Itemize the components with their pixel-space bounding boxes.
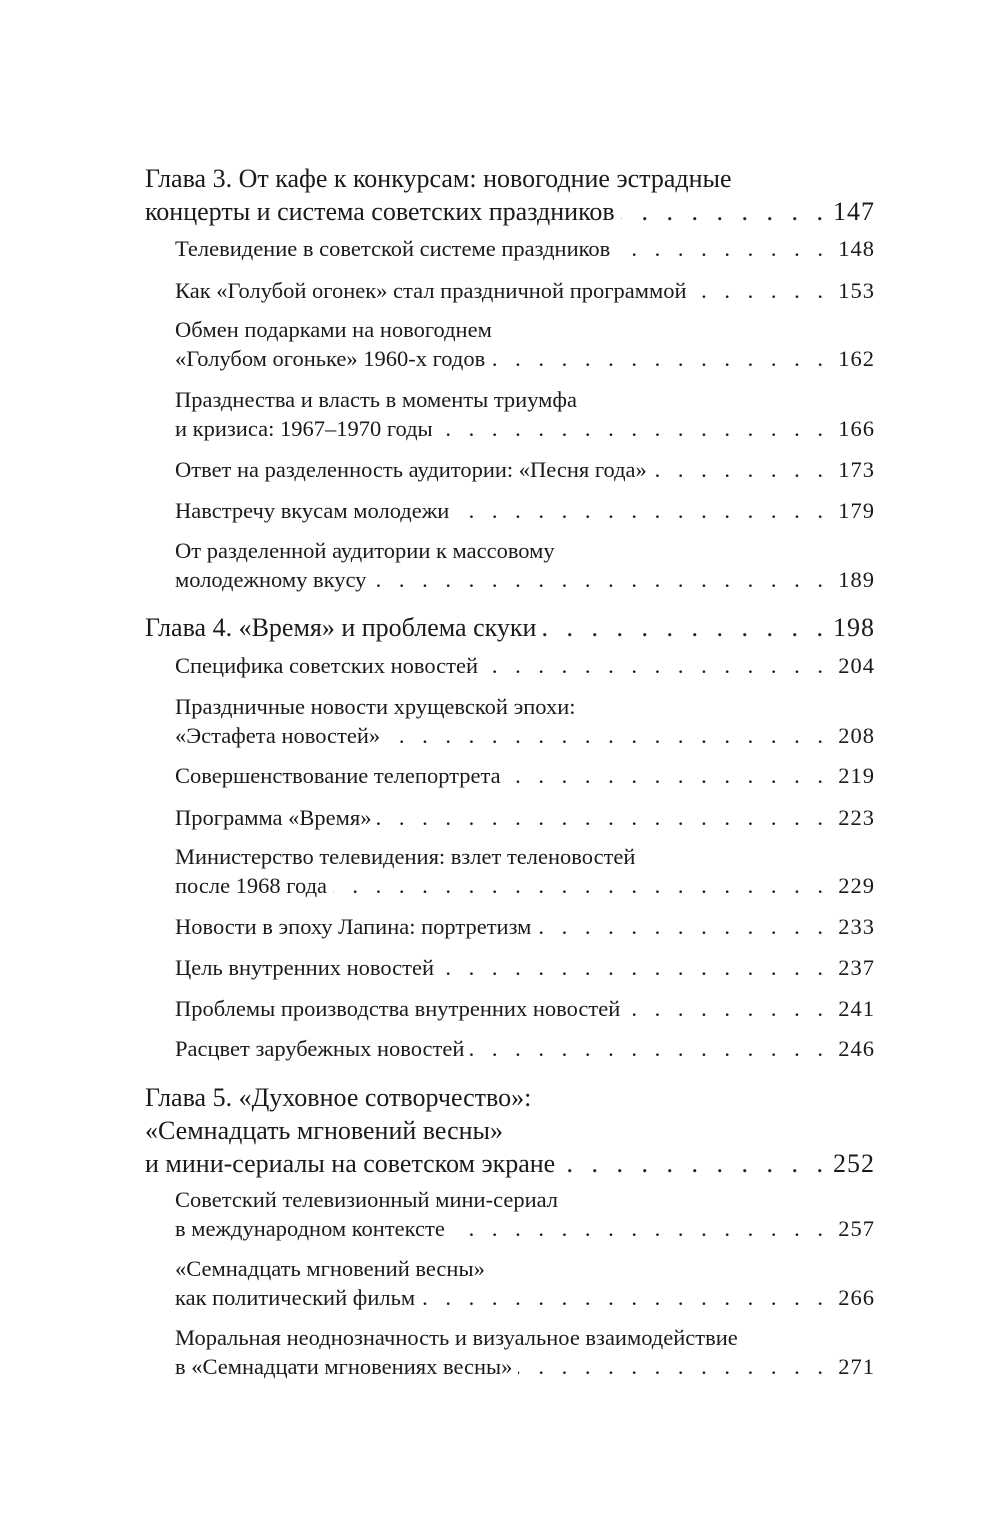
toc-entry-title: и мини-сериалы на советском экране (145, 1149, 556, 1178)
toc-section-entry (0, 1254, 1000, 1312)
toc-page-number: 153 (838, 278, 875, 303)
toc-entry-line (0, 344, 875, 373)
toc-entry-line (0, 1081, 875, 1114)
toc-entry-line (0, 385, 875, 414)
toc-entry-title: «Семнадцать мгновений весны» (175, 1256, 485, 1281)
dot-leader (542, 611, 823, 644)
dot-leader (421, 1283, 823, 1312)
toc-entry-title: Расцвет зарубежных новостей (175, 1036, 465, 1061)
toc-entry-title: Глава 4. «Время» и проблема скуки (145, 613, 537, 642)
toc-page-number: 237 (838, 955, 875, 980)
toc-entry-title: как политический фильм (175, 1285, 416, 1310)
toc-page-number: 208 (838, 723, 875, 748)
toc-chapter-entry (0, 1081, 1000, 1180)
dot-leader (484, 651, 823, 680)
toc-page-number: 223 (838, 805, 875, 830)
toc-page-number: 233 (838, 914, 875, 939)
toc-chapter-entry (0, 611, 1000, 644)
dot-leader (621, 195, 823, 228)
toc-entry-title: Совершенствование телепортрета (175, 763, 501, 788)
toc-entry-line (0, 536, 875, 565)
toc-section-entry (0, 315, 1000, 373)
dot-leader (518, 1352, 823, 1381)
toc-entry-title: Цель внутренних новостей (175, 955, 435, 980)
dot-leader (440, 953, 823, 982)
toc-entry-line (0, 1147, 875, 1180)
dot-leader (455, 496, 823, 525)
toc-entry-title: Празднества и власть в моменты триумфа (175, 387, 577, 412)
toc-entry-line (0, 162, 875, 195)
toc-entry-line (0, 1323, 875, 1352)
toc-page-number: 147 (833, 197, 875, 226)
toc-section-entry (0, 803, 1000, 832)
toc-entry-line (0, 1352, 875, 1381)
toc-section-entry (0, 1034, 1000, 1063)
toc-entry-line (0, 994, 875, 1023)
toc-page-number: 229 (838, 873, 875, 898)
toc-entry-line (0, 611, 875, 644)
toc-entry-line (0, 761, 875, 790)
toc-chapter-entry (0, 162, 1000, 228)
toc-entry-title: Праздничные новости хрущевской эпохи: (175, 694, 576, 719)
toc-page-number: 179 (838, 498, 875, 523)
toc-entry-line (0, 912, 875, 941)
toc-entry-line (0, 1254, 875, 1283)
toc-entry-line (0, 315, 875, 344)
toc-entry-line (0, 871, 875, 900)
toc-section-entry (0, 912, 1000, 941)
toc-page-number: 271 (838, 1354, 875, 1379)
toc-entry-line (0, 565, 875, 594)
toc-entry-title: Навстречу вкусам молодежи (175, 498, 450, 523)
dot-leader (507, 761, 823, 790)
dot-leader (561, 1147, 823, 1180)
toc-section-entry (0, 651, 1000, 680)
dot-leader (470, 1034, 823, 1063)
toc-entry-line (0, 842, 875, 871)
toc-entry-title: Ответ на разделенность аудитории: «Песня года» (175, 457, 647, 482)
toc-entry-line (0, 1114, 875, 1147)
toc-section-entry (0, 234, 1000, 263)
toc-entry-title: «Семнадцать мгновений весны» (145, 1116, 504, 1145)
toc-entry-title: Обмен подарками на новогоднем (175, 317, 492, 342)
toc-entry-title: Новости в эпоху Лапина: портретизм (175, 914, 532, 939)
toc-section-entry (0, 761, 1000, 790)
toc-entry-title: и кризиса: 1967–1970 годы (175, 416, 433, 441)
toc-page-number: 252 (833, 1149, 875, 1178)
toc-entry-line (0, 496, 875, 525)
toc-entry-title: концерты и система советских праздников (145, 197, 615, 226)
dot-leader (377, 803, 823, 832)
toc-entry-line (0, 692, 875, 721)
toc-entry-title: Моральная неоднозначность и визуальное взаимодействие (175, 1325, 738, 1350)
toc-entry-line (0, 276, 875, 305)
toc-page-number: 266 (838, 1285, 875, 1310)
toc-section-entry (0, 1323, 1000, 1381)
toc-section-entry (0, 455, 1000, 484)
toc-entry-title: в международном контексте (175, 1216, 445, 1241)
toc-section-entry (0, 276, 1000, 305)
toc-section-entry (0, 994, 1000, 1023)
dot-leader (491, 344, 823, 373)
toc-entry-title: после 1968 года (175, 873, 328, 898)
dot-leader (537, 912, 823, 941)
toc-entry-title: Глава 5. «Духовное сотворчество»: (145, 1083, 532, 1112)
toc-entry-title: Программа «Время» (175, 805, 372, 830)
dot-leader (616, 234, 823, 263)
toc-page-number: 166 (838, 416, 875, 441)
dot-leader (693, 276, 823, 305)
toc-entry-line (0, 1185, 875, 1214)
toc-page-number: 198 (833, 613, 875, 642)
toc-page-number: 189 (838, 567, 875, 592)
toc-entry-line (0, 1034, 875, 1063)
toc-entry-title: Советский телевизионный мини-сериал (175, 1187, 559, 1212)
toc-section-entry (0, 385, 1000, 443)
toc-page-number: 173 (838, 457, 875, 482)
toc-page-number: 148 (838, 236, 875, 261)
toc-entry-line (0, 721, 875, 750)
toc-entry-title: Как «Голубой огонек» стал праздничной программой (175, 278, 687, 303)
dot-leader (451, 1214, 823, 1243)
toc-entry-line (0, 1214, 875, 1243)
dot-leader (333, 871, 823, 900)
toc-section-entry (0, 692, 1000, 750)
toc-entry-line (0, 195, 875, 228)
toc-section-entry (0, 496, 1000, 525)
toc-section-entry (0, 536, 1000, 594)
toc-entry-title: Глава 3. От кафе к конкурсам: новогодние эстрадные (145, 164, 732, 193)
dot-leader (372, 565, 823, 594)
dot-leader (626, 994, 823, 1023)
toc-section-entry (0, 953, 1000, 982)
toc-entry-title: молодежному вкусу (175, 567, 367, 592)
toc-entry-line (0, 1283, 875, 1312)
toc-entry-line (0, 455, 875, 484)
toc-page-number: 241 (838, 996, 875, 1021)
toc-entry-line (0, 803, 875, 832)
toc-page-number: 162 (838, 346, 875, 371)
toc-page-number: 257 (838, 1216, 875, 1241)
toc-page-number: 219 (838, 763, 875, 788)
dot-leader (439, 414, 823, 443)
toc-entry-title: Проблемы производства внутренних новостей (175, 996, 621, 1021)
toc-entry-title: Министерство телевидения: взлет теленовостей (175, 844, 636, 869)
toc-entry-title: Телевидение в советской системе праздников (175, 236, 611, 261)
toc-entry-title: в «Семнадцати мгновениях весны» (175, 1354, 513, 1379)
dot-leader (386, 721, 823, 750)
toc-entry-line (0, 234, 875, 263)
toc-section-entry (0, 1185, 1000, 1243)
toc-entry-line (0, 414, 875, 443)
toc-page-number: 204 (838, 653, 875, 678)
toc-entry-line (0, 651, 875, 680)
toc-entry-line (0, 953, 875, 982)
toc-entry-title: «Голубом огоньке» 1960-х годов (175, 346, 486, 371)
toc-section-entry (0, 842, 1000, 900)
dot-leader (653, 455, 823, 484)
toc-page-number: 246 (838, 1036, 875, 1061)
toc-entry-title: Специфика советских новостей (175, 653, 479, 678)
toc-entry-title: От разделенной аудитории к массовому (175, 538, 555, 563)
toc-entry-title: «Эстафета новостей» (175, 723, 381, 748)
